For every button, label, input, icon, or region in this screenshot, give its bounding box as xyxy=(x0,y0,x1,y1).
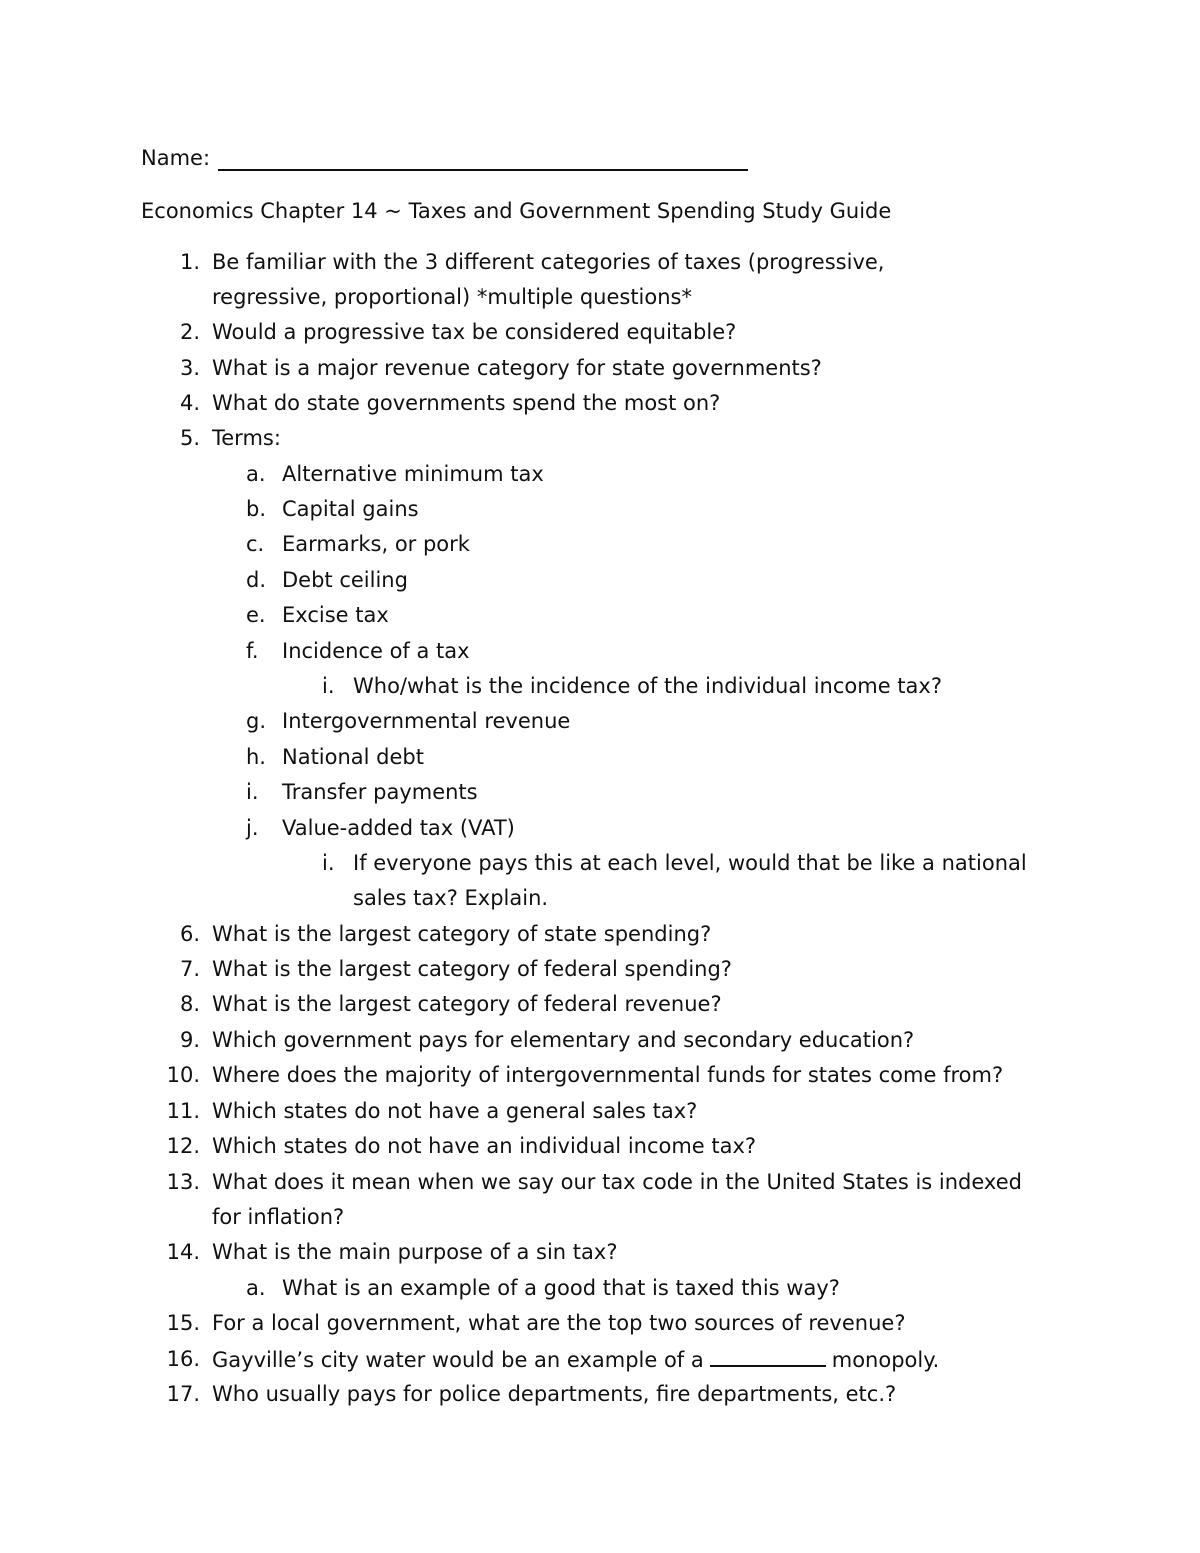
item-number: 12. xyxy=(166,1134,200,1158)
item-text-fill-in xyxy=(212,1347,939,1372)
item-text: What do state governments spend the most on? xyxy=(212,391,721,415)
name-blank-line xyxy=(218,169,748,171)
subterm-number: i. xyxy=(322,851,335,875)
term-letter: a. xyxy=(246,462,266,486)
subterm-text: Who/what is the incidence of the individual income tax? xyxy=(353,674,942,698)
item-number: 4. xyxy=(179,391,200,415)
item-number: 10. xyxy=(166,1063,200,1087)
item-text-continued: for inflation? xyxy=(212,1205,345,1229)
item-text: What is a major revenue category for state governments? xyxy=(212,356,822,380)
item-number: 9. xyxy=(179,1028,200,1052)
item-text: For a local government, what are the top two sources of revenue? xyxy=(212,1311,906,1335)
subterm-text-continued: sales tax? Explain. xyxy=(353,886,549,910)
item-number: 8. xyxy=(179,992,200,1016)
term-text: National debt xyxy=(282,745,424,769)
term-text: Earmarks, or pork xyxy=(282,532,470,556)
item-text: Would a progressive tax be considered equitable? xyxy=(212,320,737,344)
term-letter: b. xyxy=(246,497,267,521)
term-text: Value-added tax (VAT) xyxy=(282,816,515,840)
term-letter: c. xyxy=(246,532,265,556)
item-text: What is the largest category of state spending? xyxy=(212,922,712,946)
item-number: 7. xyxy=(179,957,200,981)
term-letter: g. xyxy=(246,709,267,733)
item-text: Be familiar with the 3 different categories of taxes (progressive, xyxy=(212,250,885,274)
item-number: 1. xyxy=(179,250,200,274)
term-letter: i. xyxy=(246,780,259,804)
term-text: Excise tax xyxy=(282,603,389,627)
subitem-text: What is an example of a good that is taxed this way? xyxy=(282,1276,840,1300)
item-text: What does it mean when we say our tax code in the United States is indexed xyxy=(212,1170,1022,1194)
item-text: What is the largest category of federal revenue? xyxy=(212,992,722,1016)
item-text-before-blank: Gayville’s city water would be an example of a xyxy=(212,1348,704,1372)
name-label: Name: xyxy=(141,146,211,170)
item-number: 14. xyxy=(166,1240,200,1264)
term-text: Intergovernmental revenue xyxy=(282,709,571,733)
item-text: Which states do not have an individual income tax? xyxy=(212,1134,757,1158)
page-title: Economics Chapter 14 ~ Taxes and Government Spending Study Guide xyxy=(141,199,892,223)
item-text: Which states do not have a general sales tax? xyxy=(212,1099,698,1123)
term-letter: j. xyxy=(246,816,259,840)
term-letter: h. xyxy=(246,745,266,769)
item-text: Terms: xyxy=(212,426,281,450)
term-text: Capital gains xyxy=(282,497,419,521)
term-letter: f. xyxy=(246,639,259,663)
item-text: Who usually pays for police departments, fire departments, etc.? xyxy=(212,1382,897,1406)
term-letter: e. xyxy=(246,603,266,627)
term-letter: d. xyxy=(246,568,267,592)
item-number: 3. xyxy=(179,356,200,380)
item-text: Which government pays for elementary and secondary education? xyxy=(212,1028,915,1052)
item-number: 2. xyxy=(179,320,200,344)
item-number: 17. xyxy=(166,1382,200,1406)
item-text: What is the largest category of federal spending? xyxy=(212,957,732,981)
term-text: Transfer payments xyxy=(282,780,478,804)
subterm-text: If everyone pays this at each level, would that be like a national xyxy=(353,851,1027,875)
fill-in-blank xyxy=(710,1347,826,1367)
term-text: Incidence of a tax xyxy=(282,639,470,663)
item-text-after-blank: monopoly. xyxy=(831,1348,940,1372)
item-number: 13. xyxy=(166,1170,200,1194)
item-text: Where does the majority of intergovernmental funds for states come from? xyxy=(212,1063,1004,1087)
item-number: 6. xyxy=(179,922,200,946)
item-number: 15. xyxy=(166,1311,200,1335)
term-text: Alternative minimum tax xyxy=(282,462,544,486)
subitem-letter: a. xyxy=(246,1276,266,1300)
subterm-number: i. xyxy=(322,674,335,698)
item-text: What is the main purpose of a sin tax? xyxy=(212,1240,618,1264)
term-text: Debt ceiling xyxy=(282,568,408,592)
item-number: 16. xyxy=(166,1347,200,1371)
item-number: 11. xyxy=(166,1099,200,1123)
item-text-continued: regressive, proportional) *multiple questions* xyxy=(212,285,692,309)
item-number: 5. xyxy=(179,426,200,450)
